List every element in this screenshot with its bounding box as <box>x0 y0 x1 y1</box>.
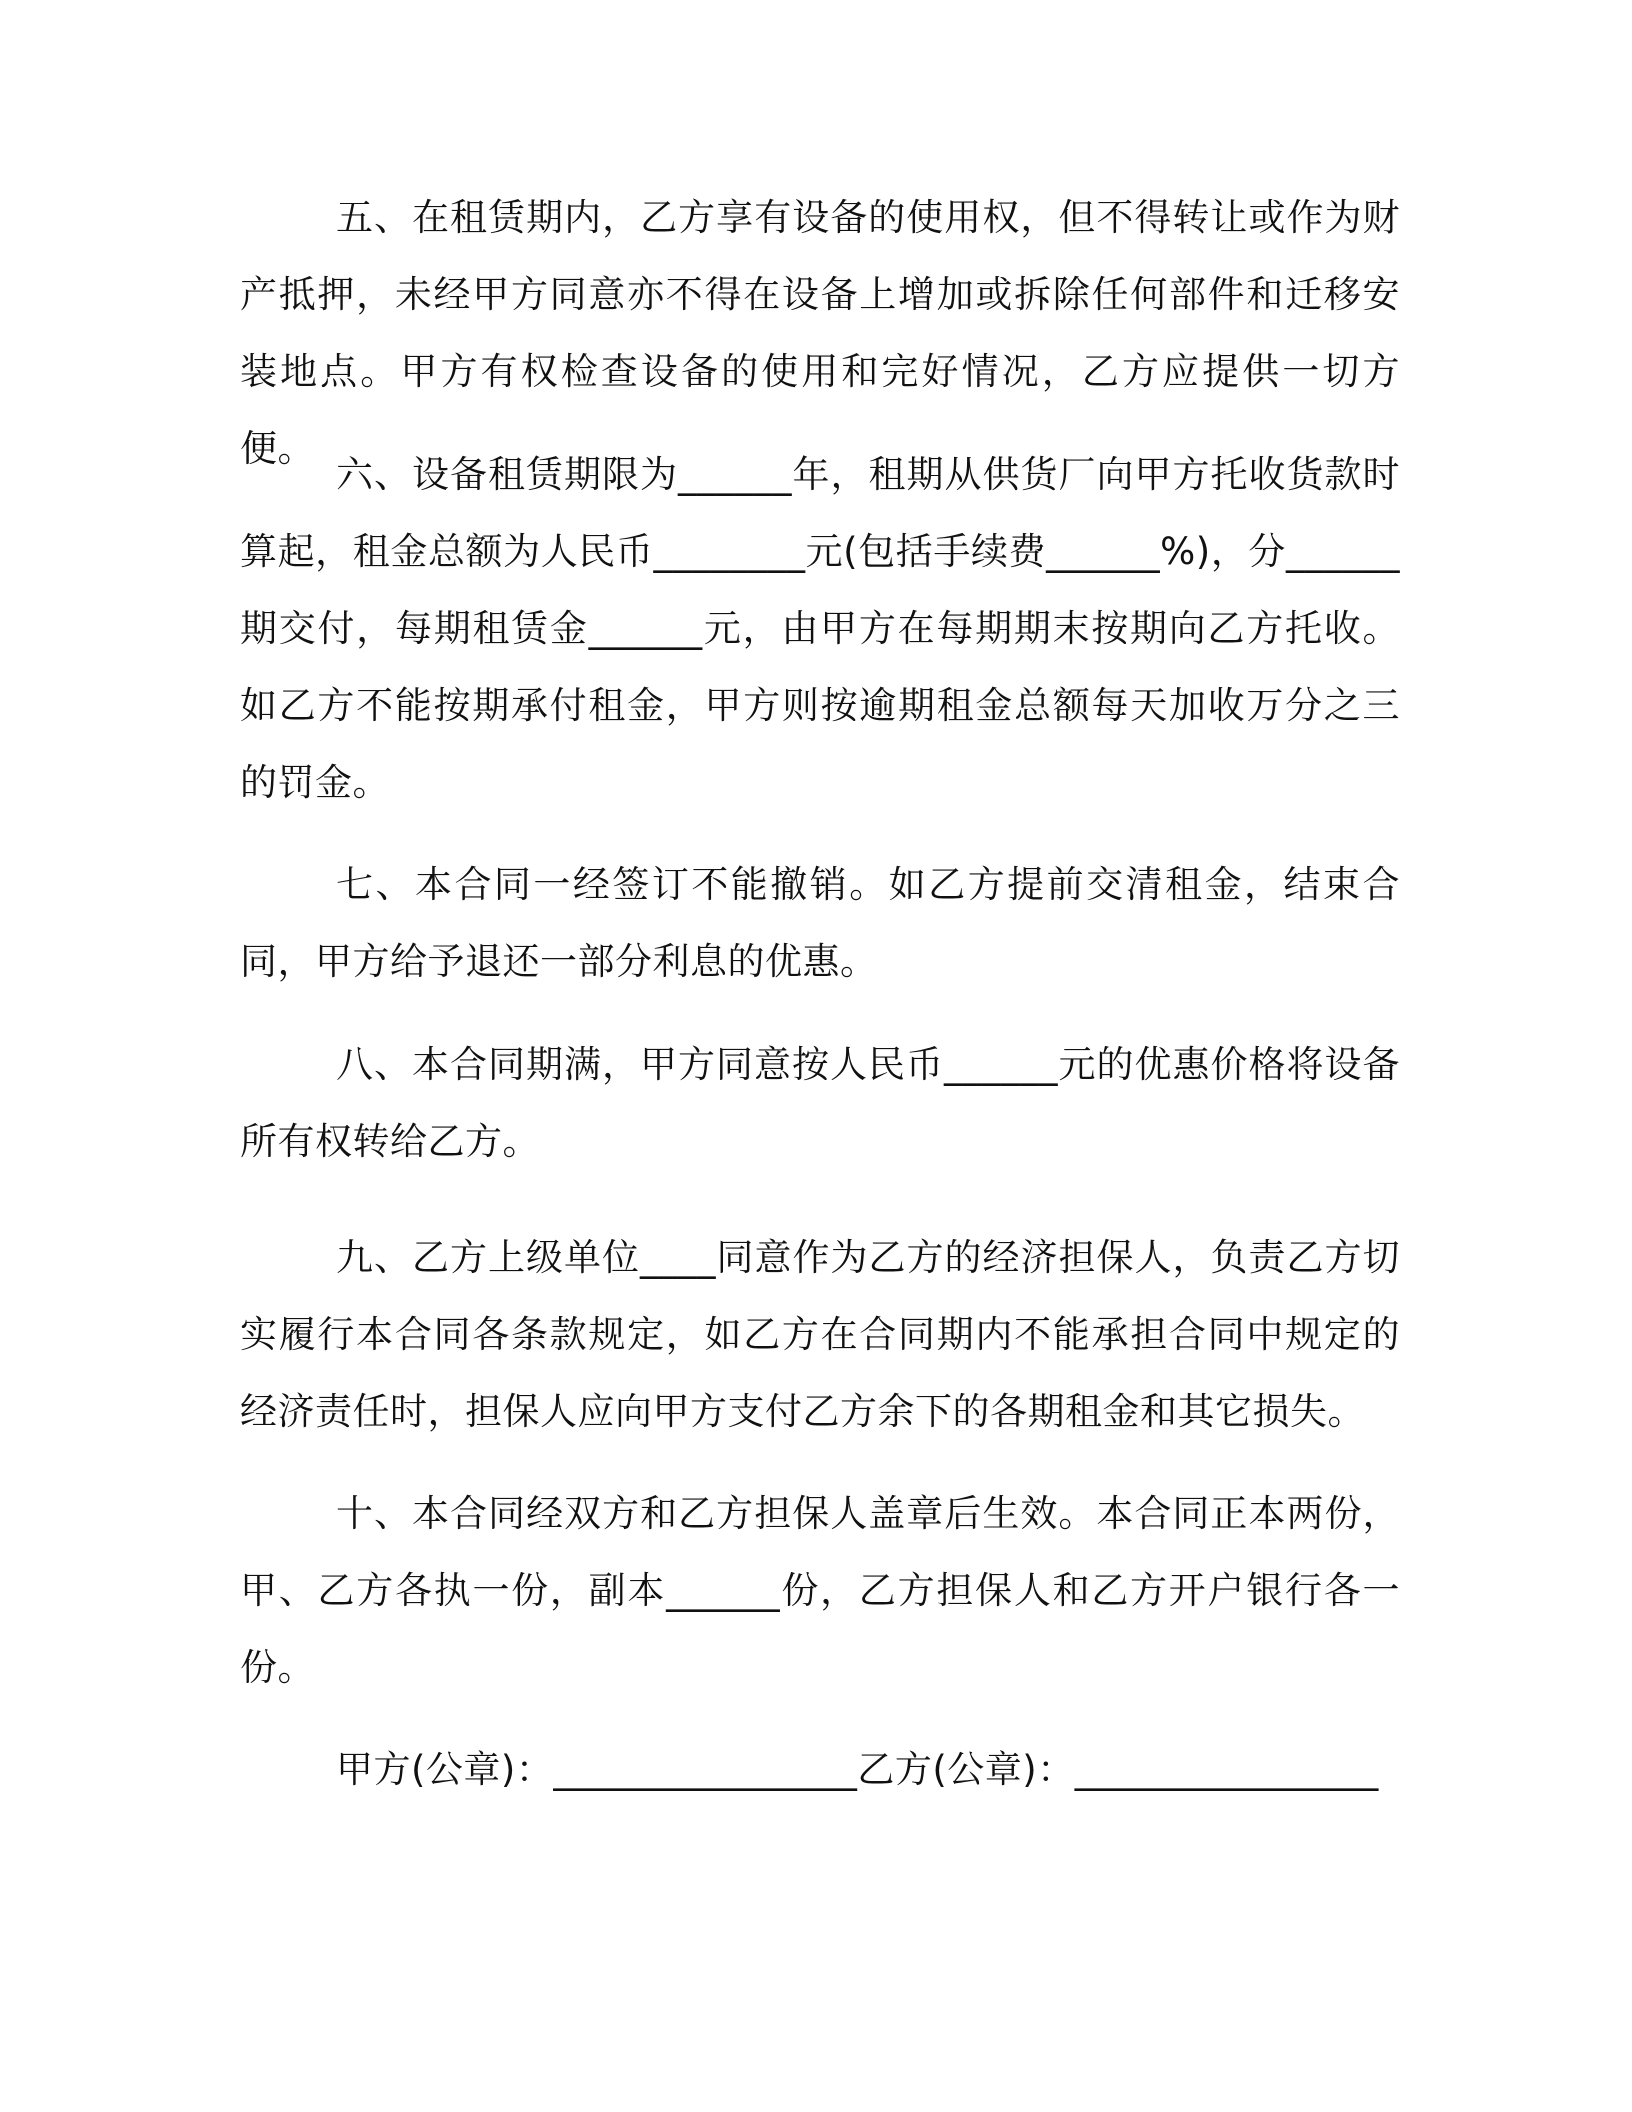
clause-10: 十、本合同经双方和乙方担保人盖章后生效。本合同正本两份，甲、乙方各执一份，副本______份，乙方担保人和乙方开户银行各一份。 <box>240 1492 1400 1689</box>
clause-7: 七、本合同一经签订不能撤销。如乙方提前交清租金，结束合同，甲方给予退还一部分利息的优惠。 <box>240 863 1400 983</box>
clause-8: 八、本合同期满，甲方同意按人民币______元的优惠价格将设备所有权转给乙方。 <box>240 1043 1400 1163</box>
clause-5: 五、在租赁期内，乙方享有设备的使用权，但不得转让或作为财产抵押，未经甲方同意亦不得在设备上增加或拆除任何部件和迁移安装地点。甲方有权检查设备的使用和完好情况，乙方应提供一切方便。 <box>240 196 1400 470</box>
clause-6: 六、设备租赁期限为______年，租期从供货厂向甲方托收货款时算起，租金总额为人民币________元(包括手续费______%)，分______期交付，每期租赁金______元，由甲方在每期期末按期向乙方托收。如乙方不能按期承付租金，甲方则按逾期租金总额每天加收万分之三的罚金。 <box>240 453 1400 804</box>
signature-line: 甲方(公章)：________________乙方(公章)：________________ <box>336 1748 1379 1791</box>
clause-9: 九、乙方上级单位____同意作为乙方的经济担保人，负责乙方切实履行本合同各条款规定，如乙方在合同期内不能承担合同中规定的经济责任时，担保人应向甲方支付乙方余下的各期租金和其它损失。 <box>240 1236 1400 1433</box>
